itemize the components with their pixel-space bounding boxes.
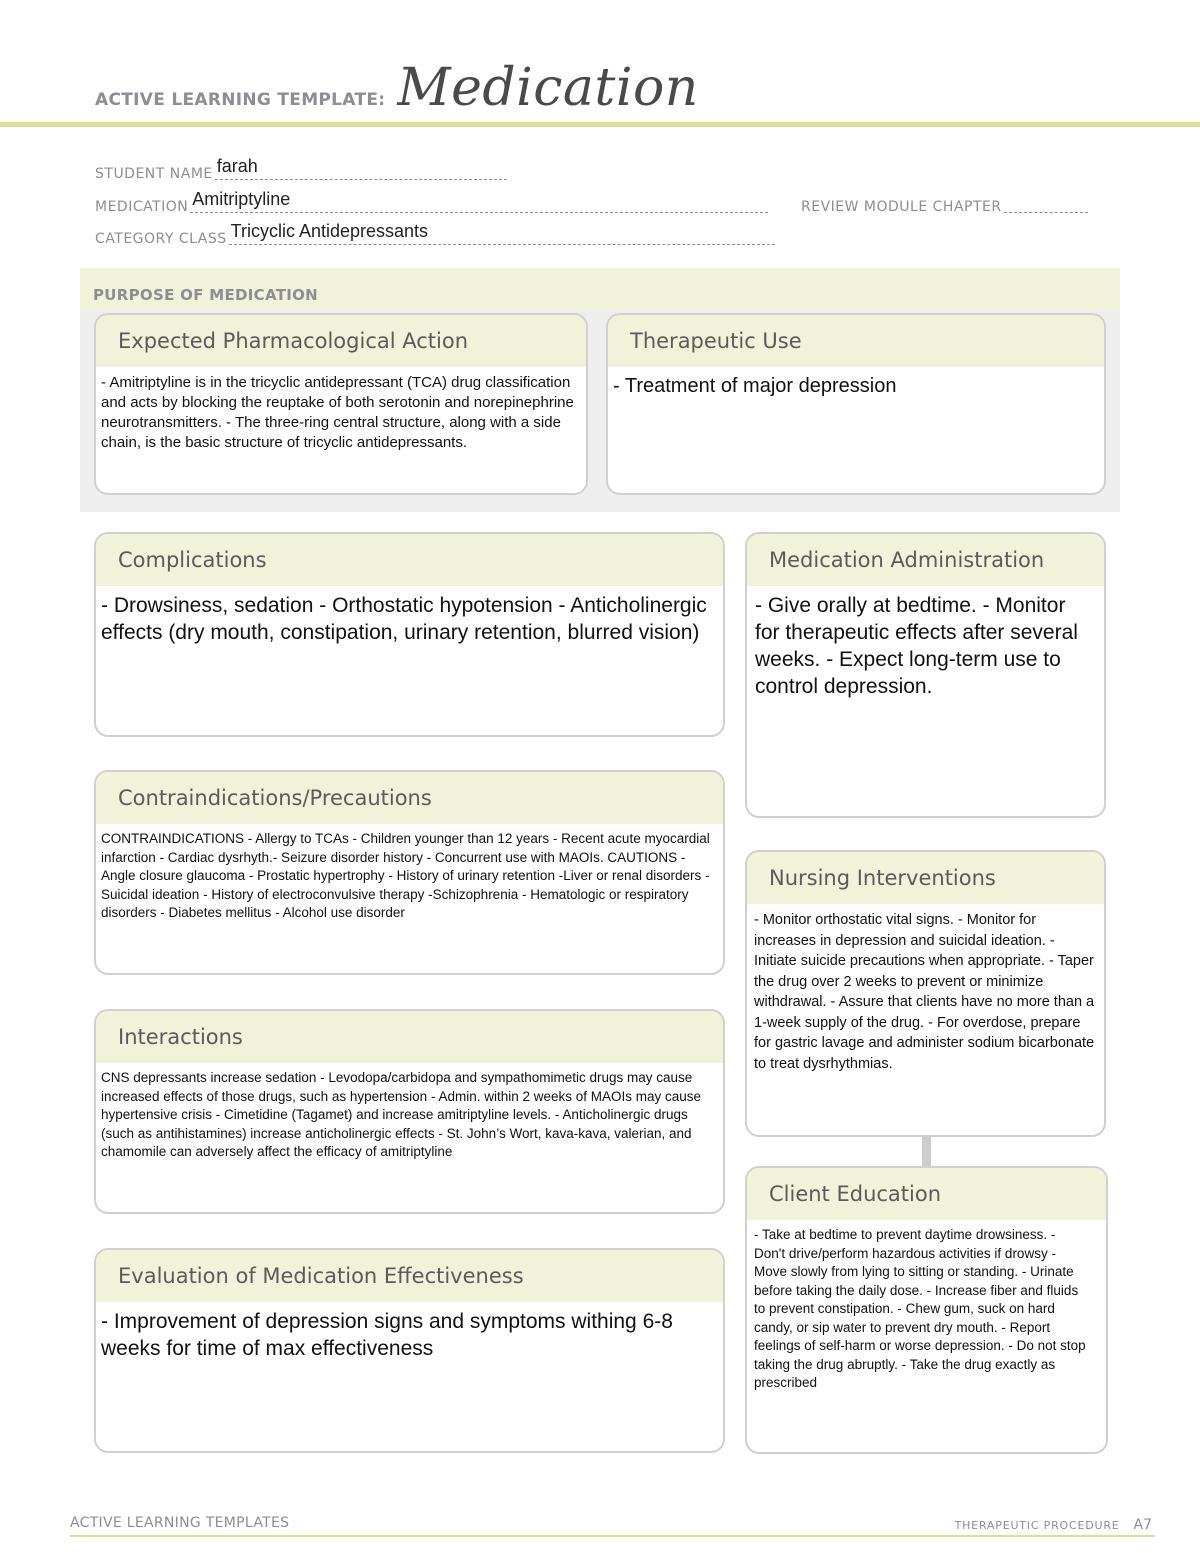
- complications-title: Complications: [118, 548, 267, 572]
- interactions-card: [94, 1009, 725, 1214]
- nursing-interventions-header: [747, 852, 1104, 904]
- student-name-field[interactable]: farah: [215, 156, 507, 180]
- client-education-title: Client Education: [769, 1182, 942, 1206]
- interactions-header: [96, 1011, 723, 1063]
- student-name-row: [95, 158, 507, 182]
- category-class-label: CATEGORY CLASS: [95, 231, 227, 247]
- therapeutic-use-header: [608, 315, 1104, 367]
- client-education-header: [747, 1168, 1106, 1220]
- template-header: [95, 58, 699, 118]
- therapeutic-use-text[interactable]: - Treatment of major depression: [613, 375, 897, 397]
- evaluation-text[interactable]: - Improvement of depression signs and symptoms withing 6-8 weeks for time of max effectiveness: [101, 1310, 673, 1360]
- footer-procedure-label: THERAPEUTIC PROCEDURE: [954, 1519, 1120, 1532]
- medication-field[interactable]: Amitriptyline: [190, 189, 768, 213]
- medication-label: MEDICATION: [95, 199, 189, 215]
- complications-card: [94, 532, 725, 737]
- contraindications-card: [94, 770, 725, 975]
- contraindications-header: [96, 772, 723, 824]
- medication-row: [95, 191, 768, 215]
- nursing-interventions-card: [745, 850, 1106, 1137]
- nursing-interventions-title: Nursing Interventions: [769, 866, 996, 890]
- purpose-label: PURPOSE OF MEDICATION: [93, 286, 319, 304]
- administration-card: [745, 532, 1106, 818]
- footer-divider: [70, 1535, 1155, 1537]
- template-header-label: ACTIVE LEARNING TEMPLATE:: [95, 90, 386, 110]
- review-module-label: REVIEW MODULE CHAPTER: [801, 199, 1002, 215]
- footer-section: [955, 1517, 1152, 1533]
- therapeutic-use-title: Therapeutic Use: [630, 329, 802, 353]
- nursing-interventions-text[interactable]: - Monitor orthostatic vital signs. - Monitor for increases in depression and suicidal ideation. - Initiate suicide precautions when appropriate. - Taper the drug over 2 weeks to prevent or minimize withdrawal. - Assure that clients have no more than a 1-week supply of the drug. - For overdose, prepare for gastric lavage and administer sodium bicarbonate to treat dysrhythmias.: [754, 912, 1095, 1072]
- page-title: Medication: [397, 58, 699, 118]
- client-education-text[interactable]: - Take at bedtime to prevent daytime drowsiness. - Don't drive/perform hazardous activities if drowsy - Move slowly from lying to sitting or standing. - Urinate before taking the daily dose. - Increase fiber and fluids to prevent constipation. - Chew gum, suck on hard candy, or sip water to prevent dry mouth. - Report feelings of self-harm or worse depression. - Do not stop taking the drug abruptly. - Take the drug exactly as prescribed: [754, 1227, 1086, 1390]
- administration-header: [747, 534, 1104, 586]
- therapeutic-use-card: [606, 313, 1106, 495]
- administration-text[interactable]: - Give orally at bedtime. - Monitor for therapeutic effects after several weeks. - Expect long-term use to control depression.: [755, 594, 1078, 698]
- administration-title: Medication Administration: [769, 548, 1045, 572]
- complications-header: [96, 534, 723, 586]
- expected-action-text[interactable]: - Amitriptyline is in the tricyclic antidepressant (TCA) drug classification and acts by blocking the reuptake of both serotonin and norepinephrine neurotransmitters. - The three-ring central structure, along with a side chain, is the basic structure of tricyclic antidepressants.: [101, 374, 574, 451]
- purpose-header: [80, 268, 1120, 310]
- evaluation-header: [96, 1250, 723, 1302]
- connector-bar: [922, 1136, 931, 1166]
- review-module-field[interactable]: [1004, 189, 1088, 213]
- expected-action-title: Expected Pharmacological Action: [118, 329, 469, 353]
- page-number: A7: [1133, 1517, 1152, 1533]
- evaluation-title: Evaluation of Medication Effectiveness: [118, 1264, 524, 1288]
- complications-text[interactable]: - Drowsiness, sedation - Orthostatic hypotension - Anticholinergic effects (dry mouth, constipation, urinary retention, blurred vision): [101, 594, 707, 644]
- expected-action-header: [96, 315, 586, 367]
- footer-label: ACTIVE LEARNING TEMPLATES: [70, 1515, 290, 1531]
- category-class-field[interactable]: Tricyclic Antidepressants: [229, 221, 775, 245]
- contraindications-text[interactable]: CONTRAINDICATIONS - Allergy to TCAs - Children younger than 12 years - Recent acute myocardial infarction - Cardiac dysrhyth.- Seizure disorder history - Concurrent use with MAOIs. CAUTIONS - Angle closure glaucoma - Prostatic hypertrophy - History of urinary retention -Liver or renal disorders - Suicidal ideation - History of electroconvulsive therapy -Schizophrenia - Hematologic or respiratory disorders - Diabetes mellitus - Alcohol use disorder: [101, 831, 710, 920]
- contraindications-title: Contraindications/Precautions: [118, 786, 432, 810]
- expected-action-card: [94, 313, 588, 495]
- student-name-label: STUDENT NAME: [95, 166, 213, 182]
- review-module-row: [801, 191, 1088, 215]
- interactions-title: Interactions: [118, 1025, 243, 1049]
- category-class-row: [95, 223, 775, 247]
- header-divider: [0, 122, 1200, 127]
- evaluation-card: [94, 1248, 725, 1453]
- client-education-card: [745, 1166, 1108, 1454]
- interactions-text[interactable]: CNS depressants increase sedation - Levodopa/carbidopa and sympathomimetic drugs may cause increased effects of those drugs, such as hypertension - Admin. within 2 weeks of MAOIs may cause hypertensive crisis - Cimetidine (Tagamet) and increase amitriptyline levels. - Anticholinergic drugs (such as antihistamines) increase anticholinergic effects - St. John’s Wort, kava-kava, valerian, and chamomile can adversely affect the efficacy of amitriptyline: [101, 1070, 702, 1159]
